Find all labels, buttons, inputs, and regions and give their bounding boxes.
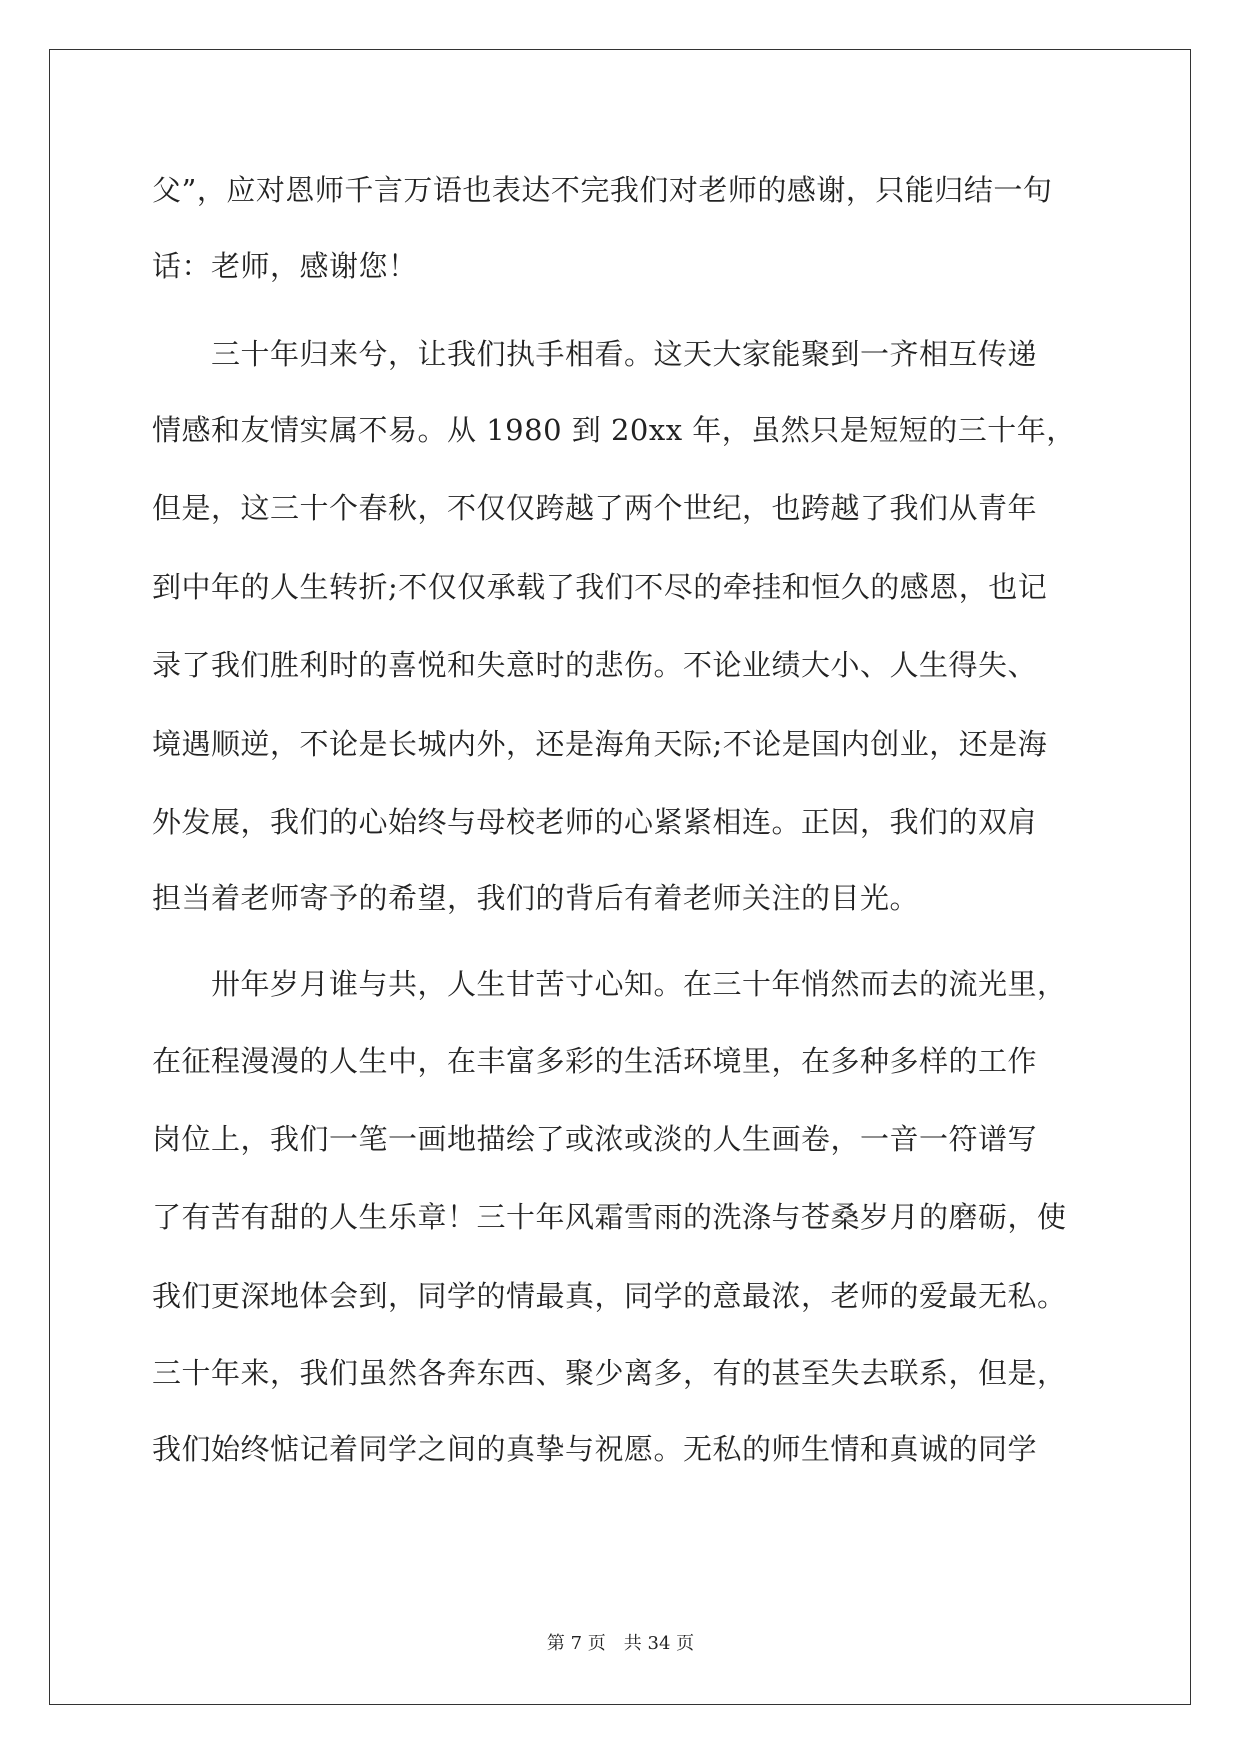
body-text-line: 父”，应对恩师千言万语也表达不完我们对老师的感谢，只能归结一句: [152, 173, 1053, 207]
body-text-line: 到中年的人生转折;不仅仅承载了我们不尽的牵挂和恒久的感恩，也记: [152, 570, 1048, 604]
body-text-line: 外发展，我们的心始终与母校老师的心紧紧相连。正因，我们的双肩: [152, 805, 1038, 839]
body-text-line: 卅年岁月谁与共，人生甘苦寸心知。在三十年悄然而去的流光里，: [152, 967, 1067, 1001]
body-text-line: 我们更深地体会到，同学的情最真，同学的意最浓，老师的爱最无私。: [152, 1279, 1067, 1313]
body-text-line: 三十年来，我们虽然各奔东西、聚少离多，有的甚至失去联系，但是，: [152, 1356, 1067, 1390]
body-text-line: 在征程漫漫的人生中，在丰富多彩的生活环境里，在多种多样的工作: [152, 1044, 1038, 1078]
body-text-line: 话：老师，感谢您！: [152, 249, 418, 283]
body-text-line: 岗位上，我们一笔一画地描绘了或浓或淡的人生画卷，一音一符谱写: [152, 1122, 1038, 1156]
body-text-line: 但是，这三十个春秋，不仅仅跨越了两个世纪，也跨越了我们从青年: [152, 491, 1038, 525]
body-text-line: 录了我们胜利时的喜悦和失意时的悲伤。不论业绩大小、人生得失、: [152, 648, 1038, 682]
body-text-line: 我们始终惦记着同学之间的真挚与祝愿。无私的师生情和真诚的同学: [152, 1432, 1038, 1466]
body-text-line: 了有苦有甜的人生乐章！三十年风霜雪雨的洗涤与苍桑岁月的磨砺，使: [152, 1200, 1067, 1234]
body-text-line: 担当着老师寄予的希望，我们的背后有着老师关注的目光。: [152, 881, 920, 915]
body-text-line: 境遇顺逆，不论是长城内外，还是海角天际;不论是国内创业，还是海: [152, 727, 1048, 761]
body-text-line: 情感和友情实属不易。从 1980 到 20xx 年，虽然只是短短的三十年，: [152, 413, 1076, 447]
body-text-line: 三十年归来兮，让我们执手相看。这天大家能聚到一齐相互传递: [152, 337, 1038, 371]
page-number: 第 7 页 共 34 页: [546, 1633, 695, 1654]
